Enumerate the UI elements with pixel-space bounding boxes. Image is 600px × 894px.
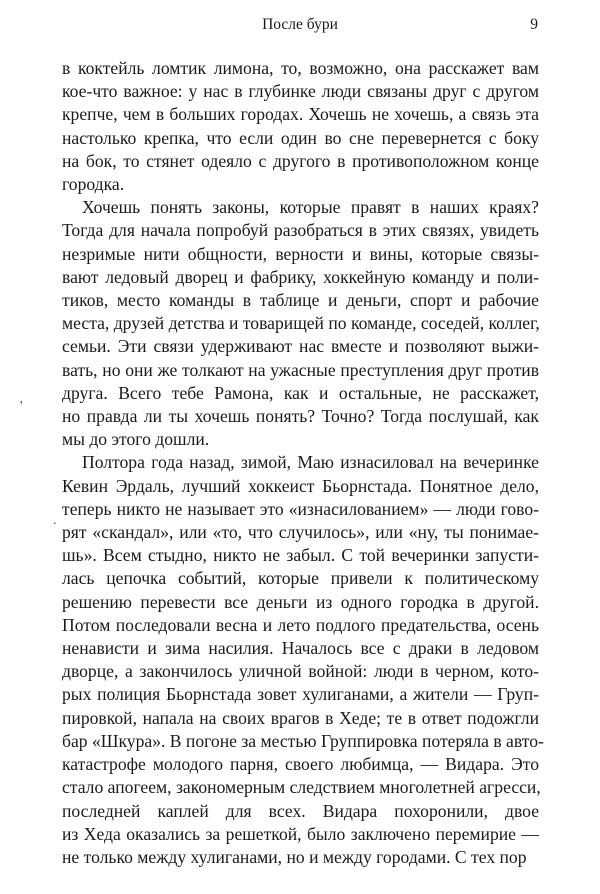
paragraph — [62, 451, 544, 869]
text-line: Тогда для начала попробуй разобраться в этих связях, увидеть — [62, 220, 539, 241]
text-line: стало апогеем, закономерным следствием многолетней агресси, — [62, 777, 541, 798]
body-text — [62, 57, 544, 869]
running-title: После бури — [262, 16, 338, 33]
text-line: кое-что важное: у нас в глубинке люди связаны друг с другом — [62, 81, 539, 102]
scan-speck: . — [53, 513, 57, 528]
text-line: мы до этого дошли. — [62, 429, 210, 450]
text-line: бар «Шкура». В погоне за местью Группировка потеряла в авто- — [62, 730, 544, 751]
text-line: вать, но они же толкают на ужасные преступления друг против — [62, 359, 539, 380]
text-line: шь». Всем стыдно, никто не забыл. С той вечеринки запусти- — [62, 545, 539, 566]
text-line: места, друзей детства и товарищей по команде, соседей, коллег, — [62, 313, 540, 334]
text-line: катастрофе молодого парня, своего любимца, — Видара. Это — [62, 754, 539, 775]
text-line: тиков, место команды в таблице и деньги, спорт и рабочие — [62, 290, 539, 311]
page-number: 9 — [530, 16, 538, 33]
paragraph — [62, 196, 539, 451]
text-line: на бок, то стянет одеяло с другого в противоположном конце — [62, 150, 539, 171]
text-line: рят «скандал», или «то, что случилось», или «ну, ты понимае- — [62, 522, 539, 543]
text-line: последней каплей для всех. Видара похоронили, двое — [62, 800, 539, 821]
text-line: вают ледовый дворец и фабрику, хоккейную команду и поли- — [62, 266, 539, 287]
text-line: друга. Всего тебе Рамона, как и остальные, не расскажет, — [62, 382, 539, 403]
text-line: в коктейль ломтик лимона, то, возможно, она расскажет вам — [62, 58, 539, 78]
text-line: городка. — [62, 174, 125, 195]
text-line: незримые нити общности, верности и вины, которые связы- — [62, 243, 539, 264]
text-line: теперь никто не называет это «изнасилованием» — люди гово- — [62, 498, 539, 519]
text-line: семьи. Эти связи удерживают нас вместе и позволяют выжи- — [62, 336, 539, 357]
text-line: настолько крепка, что если один во сне перевернется с боку — [62, 127, 539, 148]
text-line: Полтора года назад, зимой, Маю изнасиловал на вечеринке — [82, 452, 539, 473]
text-line: Хочешь понять законы, которые правят в наших краях? — [82, 197, 539, 218]
text-line: ненависти и зима насилия. Началось все с драки в ледовом — [62, 638, 539, 659]
paragraph — [62, 57, 539, 196]
scan-speck: ' — [20, 399, 23, 414]
text-line: Кевин Эрдаль, лучший хоккеист Бьорнстада. Понятное дело, — [62, 475, 539, 496]
text-line: пировкой, напала на своих врагов в Хеде; те в ответ подожгли — [62, 707, 539, 728]
text-line: лась цепочка событий, которые привели к политическому — [62, 568, 539, 589]
text-line: Потом последовали весна и лето подлого предательства, осень — [62, 614, 539, 635]
text-line: но правда ли ты хочешь понять? Точно? Тогда послушай, как — [62, 406, 539, 427]
text-line: из Хеда оказались за решеткой, было заключено перемирие — — [62, 823, 539, 844]
text-line: не только между хулиганами, но и между городами. С тех пор — [62, 846, 527, 867]
text-line: крепче, чем в больших городах. Хочешь не хочешь, а связь эта — [62, 104, 539, 125]
text-line: рых полиция Бьорнстада зовет хулиганами, а жители — Груп- — [62, 684, 539, 705]
text-line: решению перевести все деньги из одного городка в другой. — [62, 591, 539, 612]
text-line: дворце, а закончилось уличной войной: люди в черном, кото- — [62, 661, 539, 682]
